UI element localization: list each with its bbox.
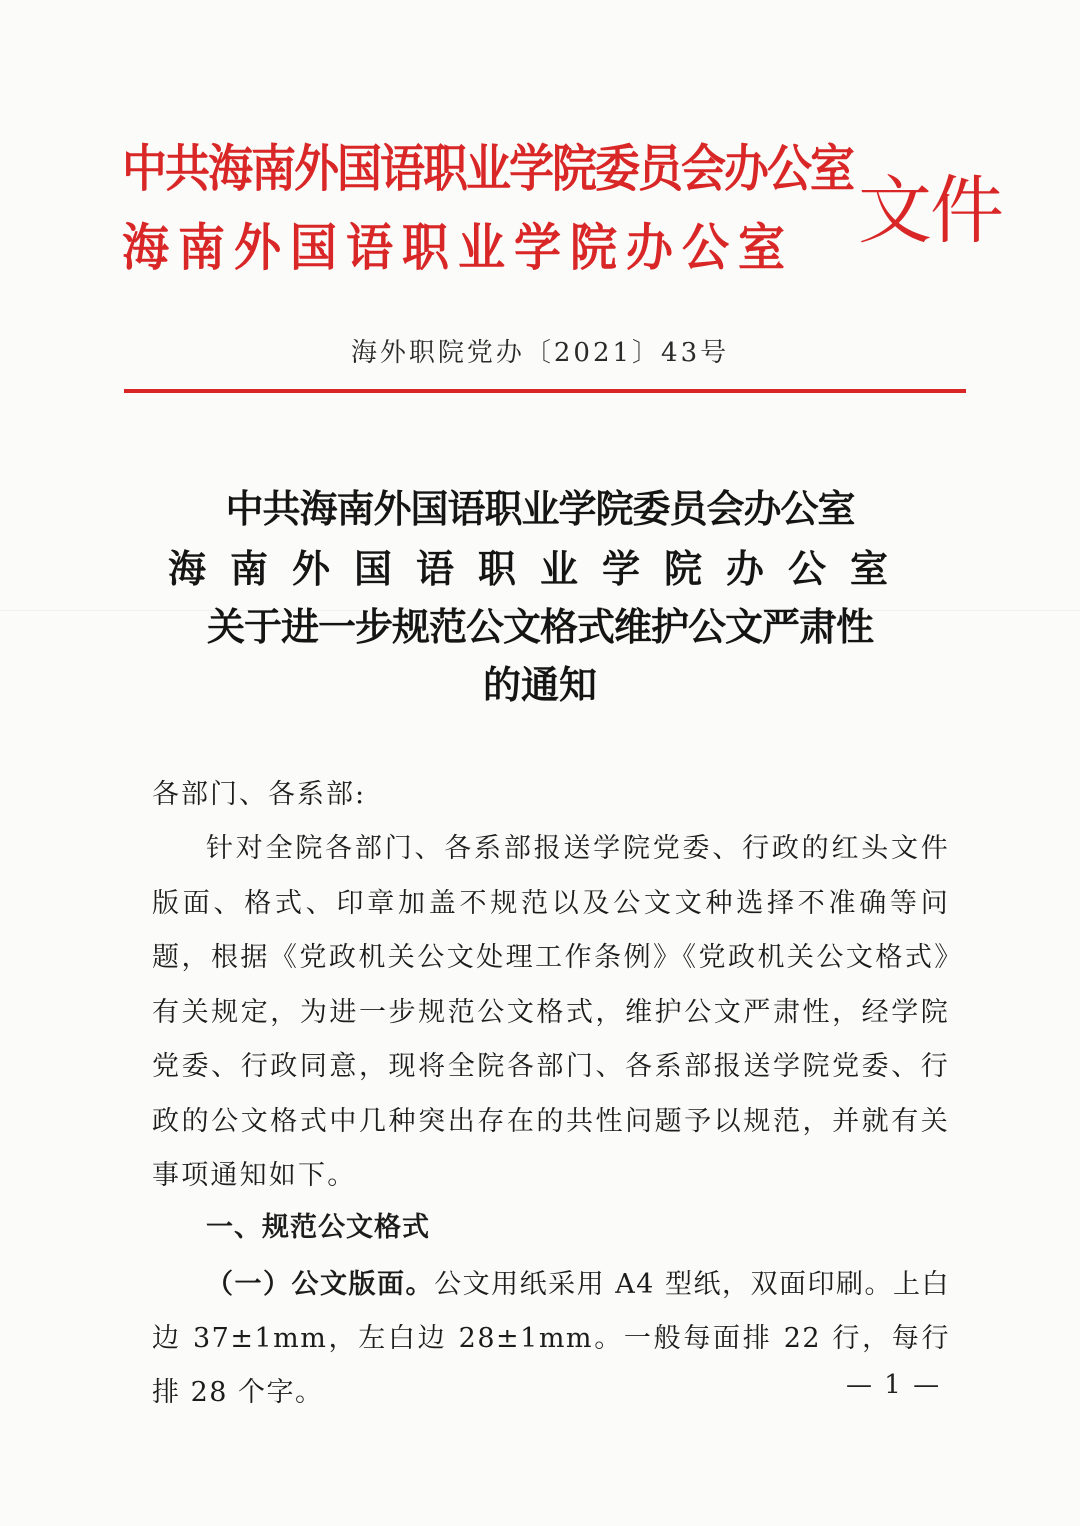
addressee: 各部门、各系部: [152, 779, 367, 810]
subsection-label: （一）公文版面。 [206, 1269, 435, 1300]
title-line4: 的通知 [482, 662, 597, 707]
title-line3: 关于进一步规范公文格式维护公文严肃性 [206, 604, 873, 649]
letterhead-line1: 中共海南外国语职业学院委员会办公室 [122, 139, 854, 199]
subsection-text: 公文用纸采用 A4 型纸，双面印刷。上白边 37±1mm，左白边 28±1mm。一般每面排 22 行，每行排 28 个字。 [152, 1269, 951, 1408]
letterhead-suffix: 文件 [858, 168, 1002, 254]
section-heading-1: 一、规范公文格式 [206, 1212, 430, 1243]
body-paragraph-1: 针对全院各部门、各系部报送学院党委、行政的红头文件版面、格式、印章加盖不规范以及公文文种选择不准确等问题，根据《党政机关公文处理工作条例》《党政机关公文格式》有关规定，为进一步规范公文格式，维护公文严肃性，经学院党委、行政同意，现将全院各部门、各系部报送学院党委、行政的公文格式中几种突出存在的共性问题予以规范，并就有关事项通知如下。 [152, 833, 950, 1191]
red-separator-line [124, 389, 966, 393]
letterhead-line2: 海南外国语职业学院办公室 [122, 218, 794, 279]
title-line1: 中共海南外国语职业学院委员会办公室 [225, 486, 855, 531]
page-number: — 1 — [846, 1370, 942, 1400]
document-number: 海外职院党办〔2021〕43号 [350, 338, 730, 368]
title-line2: 海南外国语职业学院办公室 [167, 546, 912, 591]
body-paragraph-section1-1 [152, 1258, 950, 1420]
